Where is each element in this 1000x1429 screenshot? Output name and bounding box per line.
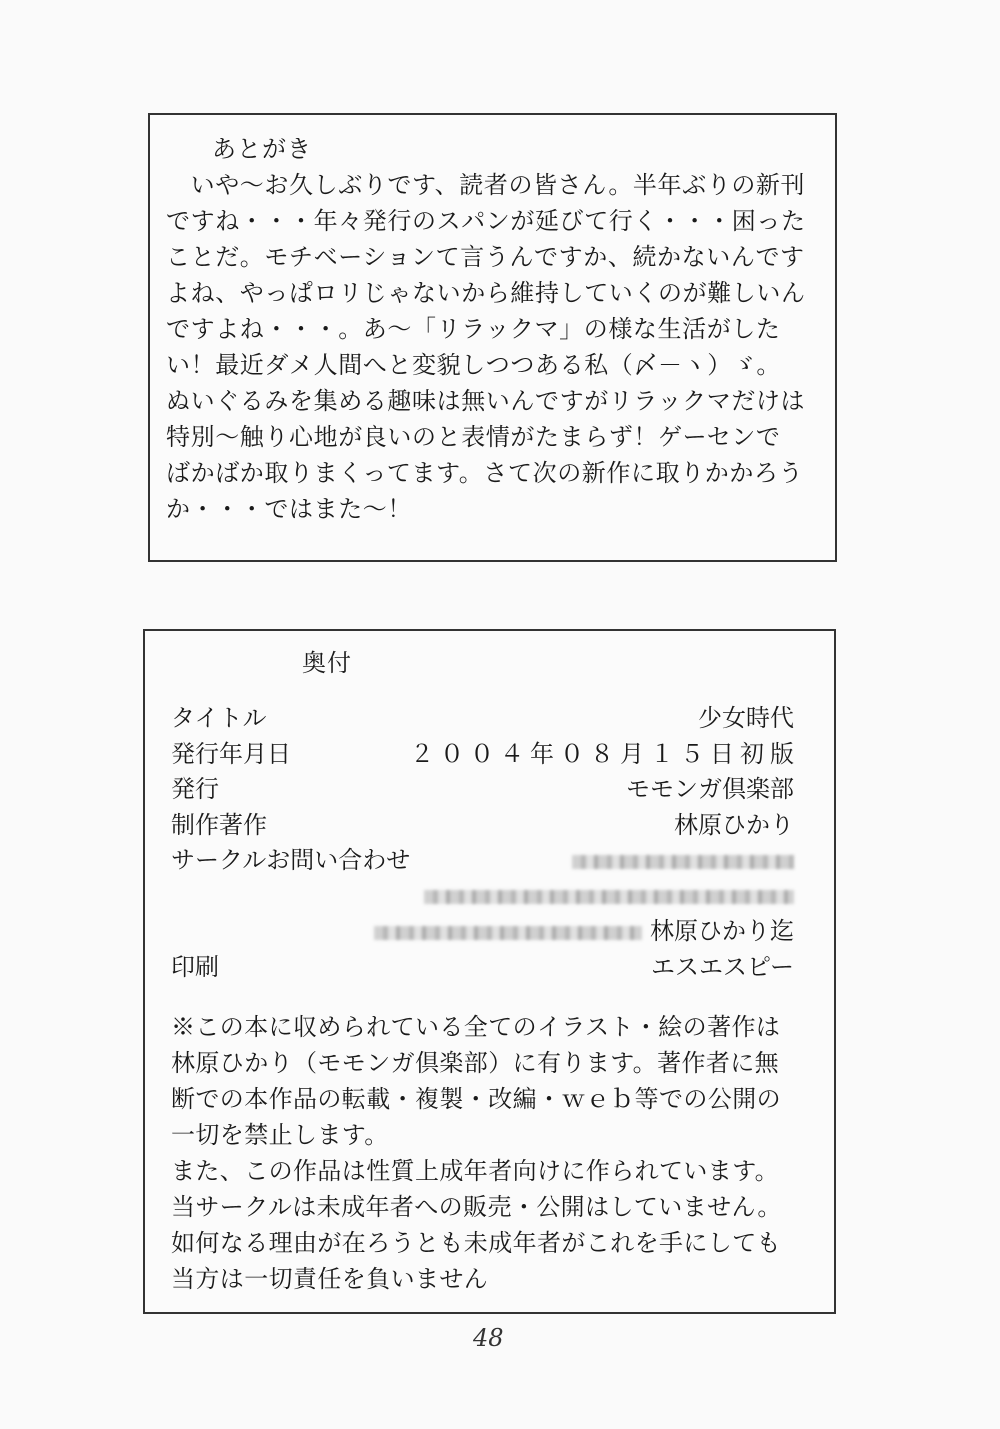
afterword-line: ですね・・・年々発行のスパンが延びて行く・・・困った	[166, 207, 806, 235]
row-value: 少女時代	[698, 704, 794, 732]
colophon-row-contact	[171, 843, 794, 879]
afterword-line: ばかばか取りまくってます。さて次の新作に取りかかろう	[166, 459, 804, 487]
row-label: 制作著作	[171, 810, 267, 839]
row-value: ２００４年０８月１５日初版	[410, 739, 800, 768]
colophon-box	[143, 629, 836, 1314]
colophon-row-address-end	[171, 914, 794, 950]
row-value: エスエスピー	[650, 952, 794, 981]
afterword-line: いや～お久しぶりです、読者の皆さん。半年ぶりの新刊	[166, 171, 806, 199]
afterword-line: よね、やっぱロリじゃないから維持していくのが難しいん	[166, 279, 806, 307]
redacted-text	[572, 843, 794, 879]
colophon-row-author	[171, 808, 794, 844]
notice-line: 断での本作品の転載・複製・改編・ｗｅｂ等での公開の	[171, 1085, 781, 1113]
notice-line: 如何なる理由が在ろうとも未成年者がこれを手にしても	[171, 1229, 781, 1257]
copyright-notice	[171, 1009, 834, 1297]
row-label: 印刷	[171, 952, 219, 981]
afterword-line: ですよね・・・。あ～「リラックマ」の様な生活がした	[166, 315, 781, 343]
page-number: 48	[473, 1324, 504, 1352]
colophon-row-publisher	[171, 772, 794, 808]
afterword-line: ことだ。モチベーションて言うんですか、続かないんです	[166, 243, 805, 271]
row-label: サークルお問い合わせ	[171, 846, 411, 874]
colophon-rows	[171, 701, 800, 985]
redacted-text	[424, 879, 794, 915]
afterword-line: 特別～触り心地が良いのと表情がたまらず！ゲーセンで	[166, 423, 781, 451]
row-value	[374, 914, 794, 950]
row-label: 発行年月日	[171, 739, 291, 768]
colophon-row-title	[171, 701, 794, 737]
afterword-title: あとがき	[212, 135, 312, 163]
afterword-body	[166, 167, 835, 527]
notice-line: また、この作品は性質上成年者向けに作られています。	[171, 1157, 780, 1185]
colophon-title: 奥付	[302, 649, 352, 677]
notice-line: 林原ひかり（モモンガ倶楽部）に有ります。著作者に無	[171, 1049, 780, 1077]
row-value: モモンガ倶楽部	[626, 775, 794, 803]
afterword-box	[148, 113, 837, 562]
colophon-row-date	[171, 737, 800, 773]
row-value-text: 林原ひかり迄	[650, 917, 794, 945]
colophon-row-printer	[171, 950, 794, 986]
afterword-line: ぬいぐるみを集める趣味は無いんですがリラックマだけは	[166, 387, 806, 415]
notice-line: 当サークルは未成年者への販売・公開はしていません。	[171, 1193, 782, 1221]
afterword-line: い！最近ダメ人間へと変貌しつつある私（〆－ヽ）ゞ。	[166, 351, 781, 379]
notice-line: 当方は一切責任を負いません	[171, 1265, 489, 1293]
row-label: タイトル	[171, 704, 267, 732]
notice-line: ※この本に収められている全てのイラスト・絵の著作は	[171, 1013, 781, 1041]
notice-line: 一切を禁止します。	[171, 1121, 389, 1149]
row-label: 発行	[171, 775, 219, 803]
colophon-row-address	[171, 879, 794, 915]
row-value: 林原ひかり	[674, 810, 794, 839]
redacted-text	[374, 926, 642, 940]
afterword-line: か・・・ではまた～！	[166, 495, 412, 523]
